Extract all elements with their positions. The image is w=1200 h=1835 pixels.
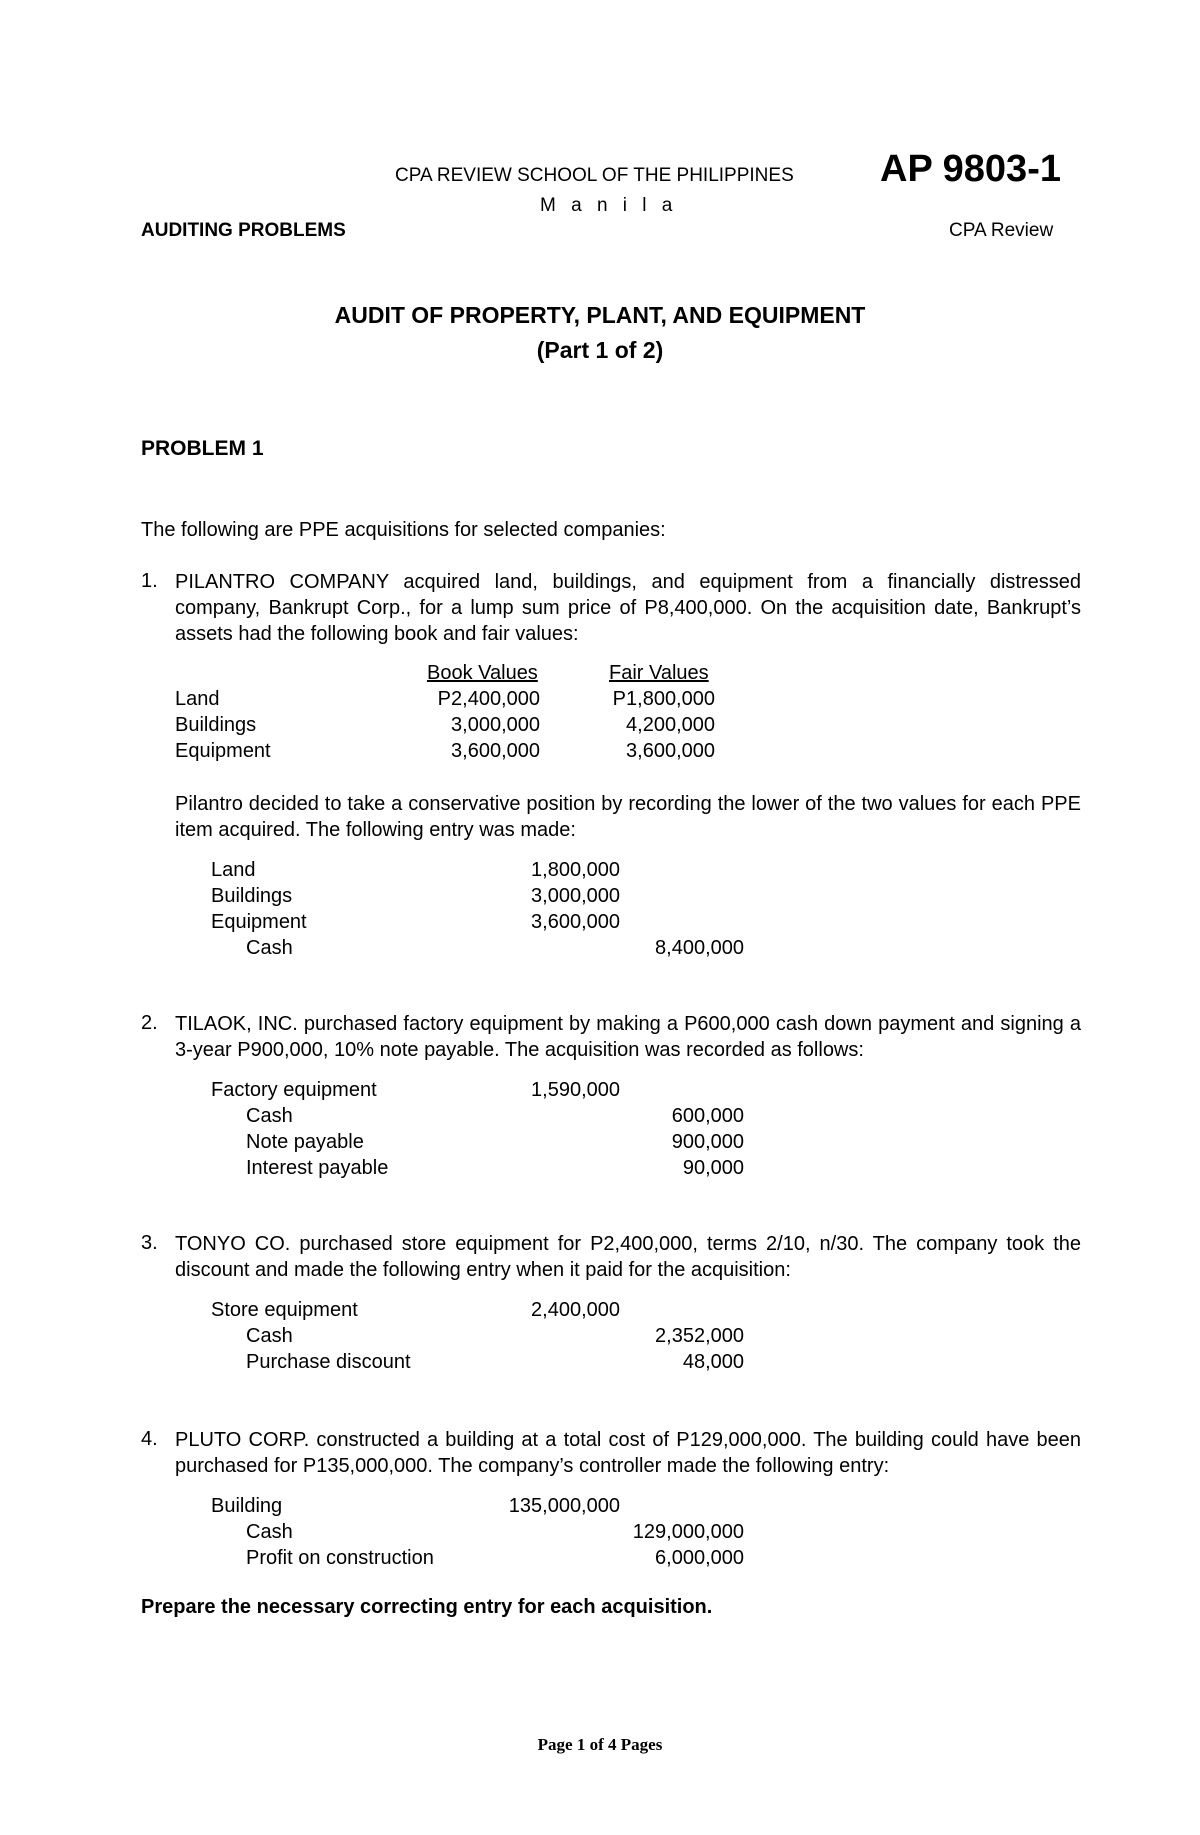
- entry-debit: 1,800,000: [531, 859, 620, 881]
- entry-debit: 2,400,000: [531, 1299, 620, 1321]
- table-row-label: Land: [175, 688, 220, 710]
- item-3-number: 3.: [141, 1232, 158, 1254]
- entry-account: Profit on construction: [246, 1547, 434, 1569]
- entry-account: Buildings: [211, 885, 293, 907]
- page-title: AUDIT OF PROPERTY, PLANT, AND EQUIPMENT: [334, 302, 866, 328]
- table-row-label: Buildings: [175, 714, 257, 736]
- entry-account: Note payable: [246, 1131, 364, 1153]
- entry-account: Factory equipment: [211, 1079, 377, 1101]
- entry-account: Cash: [246, 937, 293, 959]
- table-row-book: 3,000,000: [451, 714, 540, 736]
- entry-account: Building: [211, 1495, 283, 1517]
- item-1-number: 1.: [141, 570, 158, 592]
- instruction: Prepare the necessary correcting entry for each acquisition.: [141, 1596, 713, 1618]
- review-label: CPA Review: [949, 220, 1054, 241]
- item-2-number: 2.: [141, 1012, 158, 1034]
- entry-credit: 90,000: [682, 1157, 744, 1179]
- entry-debit: 135,000,000: [508, 1495, 620, 1517]
- subject-label: AUDITING PROBLEMS: [141, 220, 346, 241]
- entry-account: Interest payable: [246, 1157, 389, 1179]
- table-row-label: Equipment: [175, 740, 271, 762]
- entry-account: Equipment: [211, 911, 307, 933]
- entry-credit: 600,000: [671, 1105, 744, 1127]
- entry-credit: 48,000: [682, 1351, 744, 1373]
- entry-credit: 6,000,000: [655, 1547, 744, 1569]
- entry-credit: 8,400,000: [655, 937, 744, 959]
- problem-heading: PROBLEM 1: [141, 437, 264, 460]
- table-row-book: P2,400,000: [437, 688, 540, 710]
- table-row-fair: 3,600,000: [626, 740, 715, 762]
- entry-account: Purchase discount: [246, 1351, 411, 1373]
- item-3-text: TONYO CO. purchased store equipment for P2,400,000, terms 2/10, n/30. The company took the discount and made the following entry when it paid for the acquisition:: [175, 1233, 1081, 1281]
- page-subtitle: (Part 1 of 2): [536, 337, 664, 363]
- entry-credit: 900,000: [671, 1131, 744, 1153]
- item-4-text: PLUTO CORP. constructed a building at a total cost of P129,000,000. The building could have been purchased for P135,000,000. The company’s controller made the following entry:: [175, 1429, 1081, 1477]
- entry-credit: 129,000,000: [632, 1521, 744, 1543]
- entry-debit: 3,000,000: [531, 885, 620, 907]
- table-row-book: 3,600,000: [451, 740, 540, 762]
- entry-account: Store equipment: [211, 1299, 358, 1321]
- problem-intro: The following are PPE acquisitions for selected companies:: [141, 519, 666, 541]
- table-row-fair: P1,800,000: [612, 688, 715, 710]
- table-row-fair: 4,200,000: [626, 714, 715, 736]
- item-2-text: TILAOK, INC. purchased factory equipment by making a P600,000 cash down payment and signing a 3-year P900,000, 10% note payable. The acquisition was recorded as follows:: [175, 1013, 1081, 1061]
- entry-debit: 1,590,000: [531, 1079, 620, 1101]
- document-code: AP 9803-1: [880, 148, 1061, 190]
- entry-account: Cash: [246, 1521, 293, 1543]
- entry-credit: 2,352,000: [655, 1325, 744, 1347]
- entry-account: Cash: [246, 1105, 293, 1127]
- page-footer: Page 1 of 4 Pages: [537, 1735, 663, 1754]
- item-1-text: PILANTRO COMPANY acquired land, buildings, and equipment from a financially distressed company, Bankrupt Corp., for a lump sum price of P8,400,000. On the acquisition date, Bankrupt’s assets had the following book and fair values:: [175, 571, 1081, 645]
- entry-account: Land: [211, 859, 256, 881]
- item-1-text-2: Pilantro decided to take a conservative position by recording the lower of the two values for each PPE item acquired. The following entry was made:: [175, 793, 1081, 841]
- entry-debit: 3,600,000: [531, 911, 620, 933]
- entry-account: Cash: [246, 1325, 293, 1347]
- fair-values-header: Fair Values: [609, 662, 709, 684]
- book-values-header: Book Values: [427, 662, 538, 684]
- item-4-number: 4.: [141, 1428, 158, 1450]
- school-city: M a n i l a: [540, 195, 678, 216]
- school-name: CPA REVIEW SCHOOL OF THE PHILIPPINES: [395, 165, 794, 186]
